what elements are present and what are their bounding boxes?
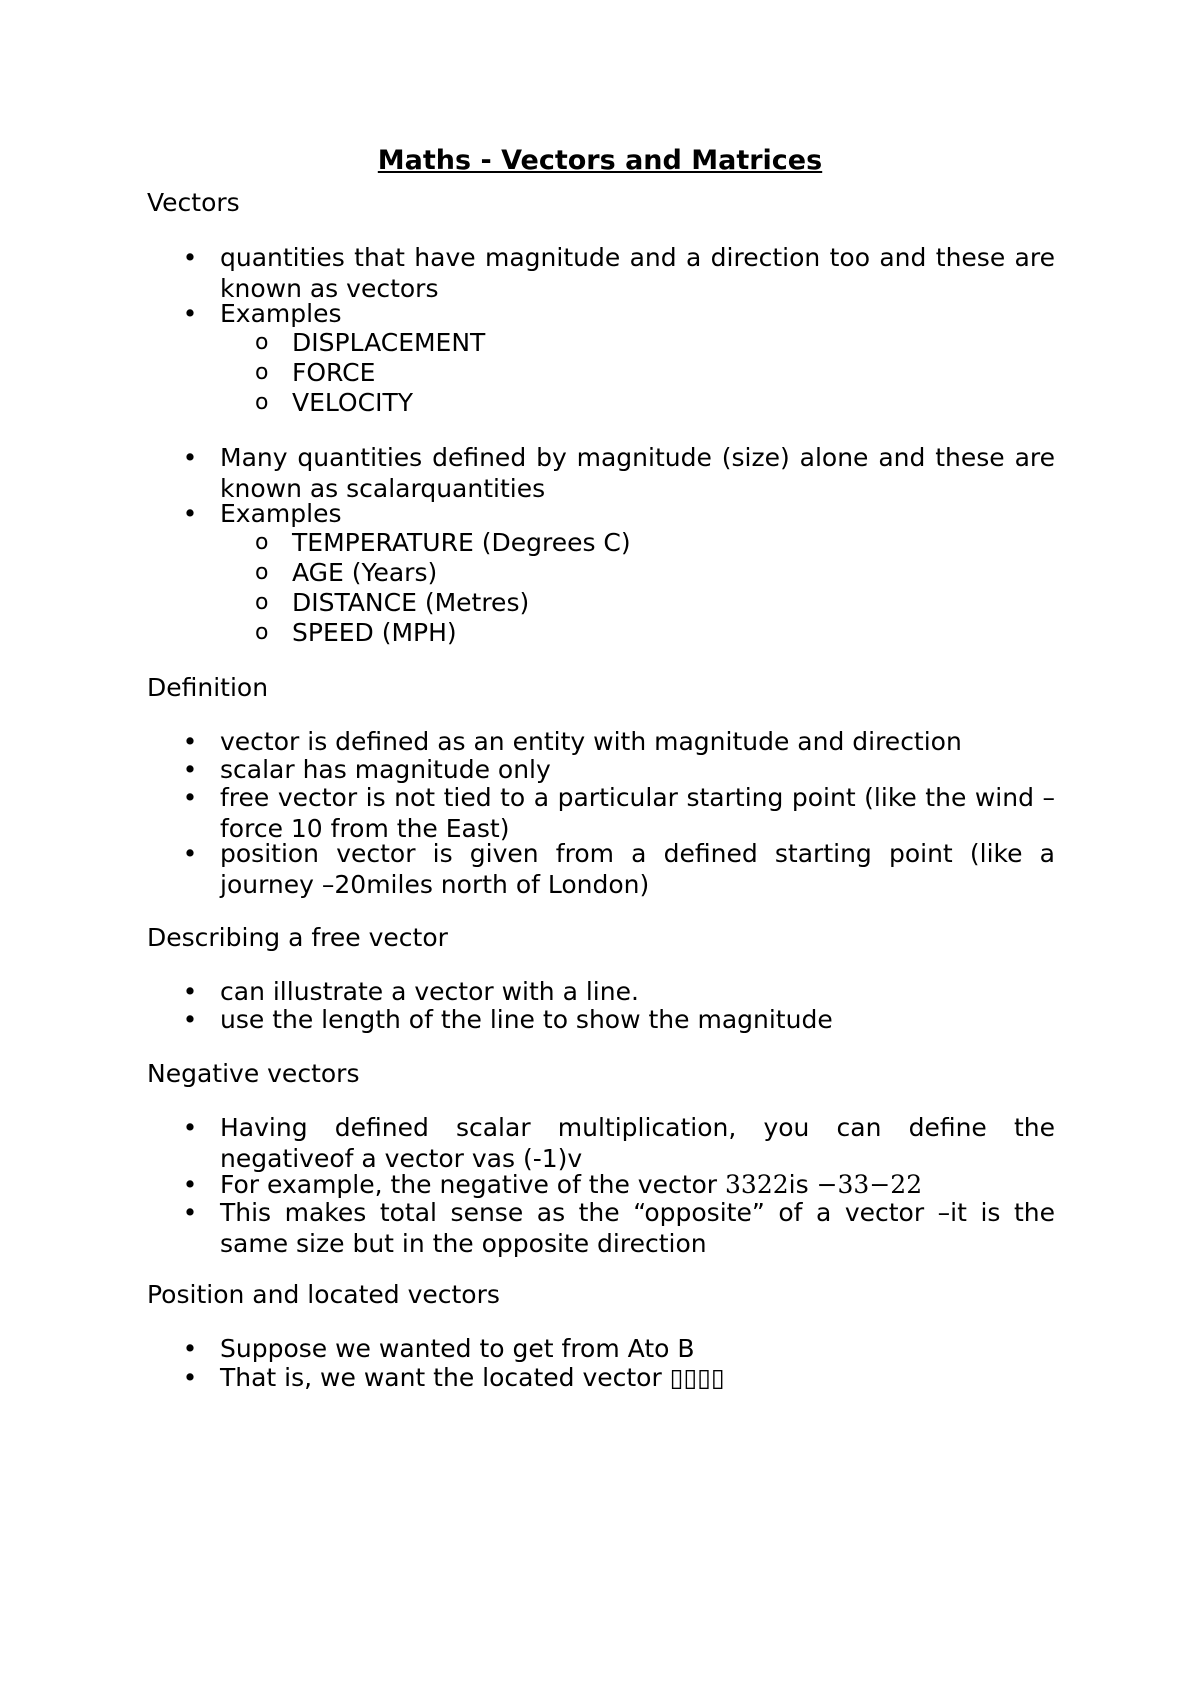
sub-bullet: o xyxy=(255,330,269,355)
list-item-text: can illustrate a vector with a line. xyxy=(220,977,639,1006)
heading-vectors: Vectors xyxy=(147,188,240,217)
list-item-text: position vector is given from a defined starting point (like a journey –20miles north of London) xyxy=(220,839,1055,899)
sub-bullet: o xyxy=(255,390,269,415)
sub-bullet: o xyxy=(255,560,269,585)
bullet: • xyxy=(182,1170,198,1199)
sub-bullet: o xyxy=(255,360,269,385)
sub-list-item-text: DISTANCE (Metres) xyxy=(292,588,530,617)
bullet: • xyxy=(182,443,198,472)
bullet: • xyxy=(182,839,198,868)
sub-list-item-text: FORCE xyxy=(292,358,376,387)
heading-negative-vectors: Negative vectors xyxy=(147,1059,360,1088)
heading-position-vectors: Position and located vectors xyxy=(147,1280,500,1309)
bullet: • xyxy=(182,1334,198,1363)
list-item-text: Many quantities defined by magnitude (size) alone and these are known as scalarquantities xyxy=(220,443,1055,503)
list-item-text: free vector is not tied to a particular starting point (like the wind –force 10 from the East) xyxy=(220,783,1055,843)
bullet: • xyxy=(182,1198,198,1227)
located-vector-prefix: That is, we want the located vector xyxy=(220,1363,670,1392)
negative-vector-notation: −33−22 xyxy=(816,1170,923,1199)
list-item-text: This makes total sense as the “opposite” of a vector –it is the same size but in the opposite direction xyxy=(220,1198,1055,1258)
example-mid: is xyxy=(788,1170,817,1199)
sub-list-item-text: DISPLACEMENT xyxy=(292,328,486,357)
bullet: • xyxy=(182,299,198,328)
sub-bullet: o xyxy=(255,590,269,615)
page-title: Maths - Vectors and Matrices xyxy=(377,145,823,176)
list-item-text xyxy=(220,1170,1055,1201)
list-item-text: vector is defined as an entity with magnitude and direction xyxy=(220,727,962,756)
heading-definition: Definition xyxy=(147,673,269,702)
list-item-text: Examples xyxy=(220,299,342,328)
list-item-text: Having defined scalar multiplication, you can define the negativeof a vector vas (-1)v xyxy=(220,1113,1055,1173)
bullet: • xyxy=(182,499,198,528)
missing-glyph-symbol: ▯▯▯▯ xyxy=(669,1363,725,1392)
sub-list-item-text: SPEED (MPH) xyxy=(292,618,457,647)
list-item-text xyxy=(220,1363,1055,1394)
bullet: • xyxy=(182,1363,198,1392)
bullet: • xyxy=(182,755,198,784)
bullet: • xyxy=(182,243,198,272)
list-item-text: Examples xyxy=(220,499,342,528)
bullet: • xyxy=(182,977,198,1006)
list-item-text: use the length of the line to show the magnitude xyxy=(220,1005,833,1034)
vector-notation: 3322 xyxy=(725,1170,789,1199)
example-prefix: For example, the negative of the vector xyxy=(220,1170,726,1199)
bullet: • xyxy=(182,727,198,756)
list-item-text: scalar has magnitude only xyxy=(220,755,551,784)
list-item-text: Suppose we wanted to get from Ato B xyxy=(220,1334,695,1363)
list-item-text: quantities that have magnitude and a direction too and these are known as vectors xyxy=(220,243,1055,303)
sub-list-item-text: AGE (Years) xyxy=(292,558,438,587)
sub-bullet: o xyxy=(255,530,269,555)
sub-list-item-text: VELOCITY xyxy=(292,388,413,417)
bullet: • xyxy=(182,1113,198,1142)
bullet: • xyxy=(182,783,198,812)
sub-bullet: o xyxy=(255,620,269,645)
heading-free-vector: Describing a free vector xyxy=(147,923,448,952)
sub-list-item-text: TEMPERATURE (Degrees C) xyxy=(292,528,631,557)
bullet: • xyxy=(182,1005,198,1034)
